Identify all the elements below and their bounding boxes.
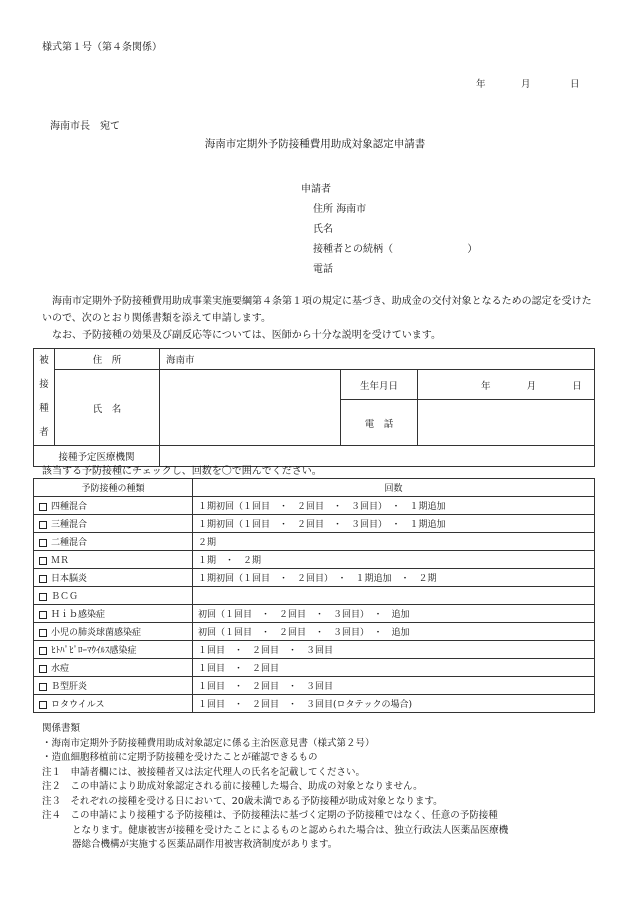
vaccine-name[interactable]: 水痘 <box>34 659 193 677</box>
table-row <box>34 515 595 533</box>
vaccine-name[interactable]: 日本脳炎 <box>34 569 193 587</box>
vaccine-count: 初回（１回目 ・ ２回目 ・ ３回目） ・ 追加 <box>193 605 595 623</box>
checkbox[interactable] <box>39 557 47 565</box>
note-1: 注１ 申請者欄には、被接種者又は法定代理人の氏名を記載してください。 <box>42 766 366 778</box>
recipient-name-field[interactable] <box>160 370 341 446</box>
table-row <box>34 677 595 695</box>
checkbox[interactable] <box>39 701 47 709</box>
vaccine-name[interactable]: 小児の肺炎球菌感染症 <box>34 623 193 641</box>
vaccine-count: １期初回（１回目 ・ ２回目） ・ １期追加 ・ ２期 <box>193 569 595 587</box>
recipient-table <box>33 348 595 467</box>
vaccine-count: １回目 ・ ２回目 ・ ３回目 <box>193 641 595 659</box>
vaccine-count: 初回（１回目 ・ ２回目 ・ ３回目） ・ 追加 <box>193 623 595 641</box>
table-row <box>34 623 595 641</box>
table-row <box>34 551 595 569</box>
vaccine-name[interactable]: 二種混合 <box>34 533 193 551</box>
table-row <box>34 641 595 659</box>
date-month: 月 <box>521 79 531 90</box>
recipient-vertical-label: 被 接 種 者 <box>34 349 55 446</box>
checkbox[interactable] <box>39 683 47 691</box>
vaccine-name[interactable]: ﾋﾄﾊﾟﾋﾟﾛｰﾏｳｲﾙｽ感染症 <box>34 641 193 659</box>
notes-section <box>42 722 602 853</box>
body-text <box>42 293 592 344</box>
recipient-name-label: 氏 名 <box>55 370 160 446</box>
body-para-2: なお、予防接種の効果及び副反応等については、医師から十分な説明を受けています。 <box>52 330 441 341</box>
applicant-heading: 申請者 <box>301 184 331 195</box>
table-row <box>34 605 595 623</box>
note-4-cont2: 器総合機構が実施する医薬品副作用被害救済制度があります。 <box>72 839 338 850</box>
documents-heading: 関係書類 <box>42 723 81 734</box>
clinic-label: 接種予定医療機関 <box>34 446 160 467</box>
page-title: 海南市定期外予防接種費用助成対象認定申請書 <box>204 138 426 150</box>
vaccine-name[interactable]: Ｈｉｂ感染症 <box>34 605 193 623</box>
checkbox[interactable] <box>39 611 47 619</box>
recipient-address-label: 住 所 <box>55 349 160 370</box>
checkbox[interactable] <box>39 575 47 583</box>
recipient-phone-field[interactable] <box>418 400 595 446</box>
applicant-address-value: 海南市 <box>336 204 367 215</box>
date-day: 日 <box>570 79 580 90</box>
col-type-header: 予防接種の種類 <box>34 479 193 497</box>
note-2: 注２ この申請により助成対象認定される前に接種した場合、助成の対象となりません。 <box>42 781 423 792</box>
applicant-phone[interactable]: 電話 <box>313 264 333 275</box>
form-id: 様式第１号（第４条関係） <box>42 42 162 53</box>
recipient-address-value[interactable]: 海南市 <box>160 349 595 370</box>
addressee: 海南市長 宛て <box>50 121 120 132</box>
vaccine-count: １回目 ・ ２回目 ・ ３回目(ロタテックの場合) <box>193 695 595 713</box>
checkbox[interactable] <box>39 593 47 601</box>
applicant-relation-close: ） <box>467 244 478 255</box>
checkbox[interactable] <box>39 539 47 547</box>
col-count-header: 回数 <box>193 479 595 497</box>
date-year: 年 <box>476 79 486 90</box>
checkbox[interactable] <box>39 647 47 655</box>
vaccine-name[interactable]: 四種混合 <box>34 497 193 515</box>
vaccine-name[interactable]: ＢＣＧ <box>34 587 193 605</box>
instruction: 該当する予防接種にチェックし、回数を〇で囲んでください。 <box>42 466 322 477</box>
vaccine-name[interactable]: 三種混合 <box>34 515 193 533</box>
applicant-address-label: 住所 <box>313 204 333 215</box>
checkbox[interactable] <box>39 629 47 637</box>
birth-label: 生年月日 <box>341 370 418 400</box>
table-row <box>34 659 595 677</box>
vaccine-count: １期初回（１回目 ・ ２回目 ・ ３回目） ・ １期追加 <box>193 497 595 515</box>
recipient-phone-label: 電 話 <box>341 400 418 446</box>
note-3: 注３ それぞれの接種を受ける日において、20歳未満である予防接種が助成対象となります。 <box>42 795 443 807</box>
table-row <box>34 587 595 605</box>
vaccine-count: １回目 ・ ２回目 ・ ３回目 <box>193 677 595 695</box>
body-para-1: 海南市定期外予防接種費用助成事業実施要綱第４条第１項の規定に基づき、助成金の交付対象となるための認定を受けたいので、次のとおり関係書類を添えて申請します。 <box>42 296 592 324</box>
checkbox[interactable] <box>39 521 47 529</box>
table-row <box>34 497 595 515</box>
table-row <box>34 695 595 713</box>
vaccine-name[interactable]: ロタウイルス <box>34 695 193 713</box>
applicant-relation[interactable] <box>313 240 477 255</box>
birth-field[interactable]: 年 月 日 <box>418 370 595 400</box>
applicant-relation-label: 接種者との続柄（ <box>313 244 393 255</box>
vaccine-name[interactable]: ＭＲ <box>34 551 193 569</box>
vaccine-count: １期 ・ ２期 <box>193 551 595 569</box>
document-item-2: ・造血細胞移植前に定期予防接種を受けたことが確認できるもの <box>42 752 318 763</box>
applicant-name[interactable]: 氏名 <box>313 224 333 235</box>
vaccine-table <box>33 478 595 713</box>
vaccine-count <box>193 587 595 605</box>
table-row <box>34 569 595 587</box>
note-4: 注４ この申請により接種する予防接種は、予防接種法に基づく定期の予防接種ではなく、任意の予防接種 <box>42 810 498 821</box>
vaccine-name[interactable]: Ｂ型肝炎 <box>34 677 193 695</box>
document-item-1: ・海南市定期外予防接種費用助成対象認定に係る主治医意見書（様式第２号） <box>42 737 375 749</box>
checkbox[interactable] <box>39 665 47 673</box>
vaccine-count: ２期 <box>193 533 595 551</box>
table-row <box>34 533 595 551</box>
vaccine-count: １期初回（１回目 ・ ２回目 ・ ３回目） ・ １期追加 <box>193 515 595 533</box>
vaccine-count: １回目 ・ ２回目 <box>193 659 595 677</box>
checkbox[interactable] <box>39 503 47 511</box>
applicant-address[interactable] <box>313 200 366 215</box>
note-4-cont: となります。健康被害が接種を受けたことによるものと認められた場合は、独立行政法人医薬品医療機 <box>72 824 509 836</box>
